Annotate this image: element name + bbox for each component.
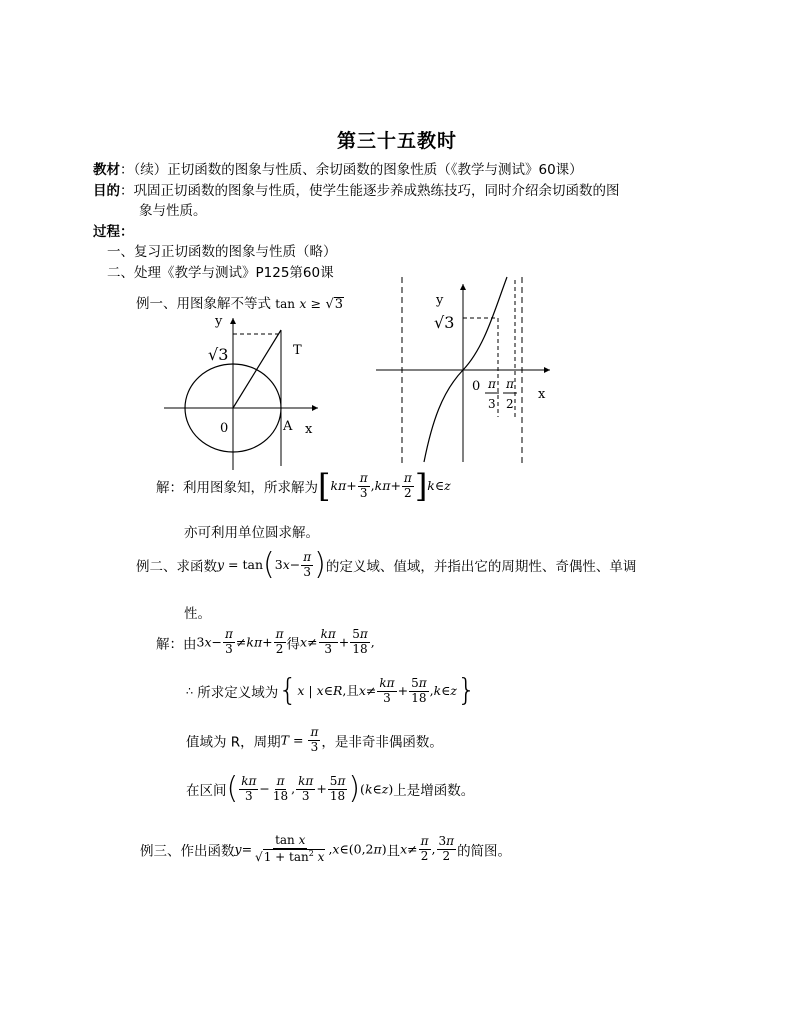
goal-text: 巩固正切函数的图象与性质，使学生能逐步养成熟练技巧，同时介绍余切函数的图 [133, 183, 620, 199]
example2-tail: 的定义域、值域，并指出它的周期性、奇偶性、单调 [325, 559, 637, 575]
example3-tail: 的简图。 [457, 843, 512, 860]
tan-sqrt3-label: √3 [434, 313, 455, 332]
tan-pi2-den: 2 [506, 397, 514, 411]
goal-text-2: 象与性质。 [139, 203, 207, 219]
page-title: 第三十五教时 [336, 130, 457, 152]
example2-domain: ∴ 所求定义域为{x | x∈R,且x≠ $\frac{k\pi}{3}$ + $\frac{5\pi}{18}$ ,k∈z} [186, 673, 477, 708]
tan-pi3-num: π [488, 377, 496, 391]
circle-A-label: A [283, 419, 293, 434]
step-2: 二、处理《教学与测试》P125第60课 [107, 265, 334, 281]
example2-sol-lead: 解：由 [156, 636, 197, 653]
example2-solution: 解：由3x− $\frac{\pi}{3}$ ≠kπ+ $\frac{\pi}{2}$ 得x≠ $\frac{k\pi}{3}$ + $\frac{5\pi}{18}$ , [156, 627, 375, 656]
example2-range-text: 值域为 R，周期 [186, 734, 281, 751]
material-line [93, 158, 583, 178]
goal-label: 目的 [93, 183, 120, 199]
tan-origin-label: 0 [472, 379, 481, 394]
material-label: 教材 [93, 162, 120, 178]
example2-incr-lead: 在区间 [186, 783, 227, 799]
circle-y-label: y [215, 314, 223, 329]
terminal-ray [233, 330, 281, 408]
process-label: 过程 [93, 224, 120, 240]
material-colon: ： [120, 162, 134, 178]
example1-solution: 解：利用图象知，所求解为[kπ+ $\frac{\pi}{3}$ ,kπ+ $\frac{\pi}{2}$ ]k∈z [156, 467, 451, 505]
tan-pi2-num: π [506, 377, 514, 391]
example2-increasing: 在区间( $\frac{k\pi}{3}$ − $\frac{\pi}{18}$ , $\frac{k\pi}{3}$ + $\frac{5\pi}{18}$ )(k∈z)上是增函数。 [186, 771, 475, 806]
example3-cond: 且 [386, 843, 401, 860]
circle-origin-label: 0 [220, 421, 229, 436]
step-1: 一、复习正切函数的图象与性质（略） [107, 244, 337, 260]
goal-line [93, 179, 620, 199]
circle-sqrt3-label: √3 [208, 345, 229, 364]
example2-domain-lead: 所求定义域为 [197, 685, 279, 701]
example2-incr-tail: 上是增函数。 [393, 783, 475, 799]
example3-lead: 例三、作出函数 [140, 843, 235, 860]
tan-y-label: y [436, 293, 444, 308]
example2-lead: 例二、求函数y = tan(3x− $\frac{\pi}{3}$ )的定义域、值域，并指出它的周期性、奇偶性、单调 [136, 547, 637, 582]
example1-solution-lead: 解：利用图象知，所求解为 [156, 480, 318, 496]
example1-lead-text: 例一、用图象解不等式 [136, 296, 271, 312]
example2-tail2: 性。 [184, 606, 211, 622]
unit-circle-figure [160, 308, 330, 473]
example2-sol-de: 得 [286, 636, 301, 653]
example1-lead: 例一、用图象解不等式 tan x ≥ √3 [136, 296, 344, 312]
example2-parity: ，是非奇非偶函数。 [321, 734, 443, 751]
example2-range: 值域为 R，周期T = $\frac{\pi}{3}$ ，是非奇非偶函数。 [186, 725, 443, 754]
tan-pi3-den: 3 [488, 397, 496, 411]
circle-x-label: x [305, 422, 313, 437]
example1-note: 亦可利用单位圆求解。 [184, 525, 319, 541]
therefore-symbol: ∴ [186, 684, 193, 698]
tangent-graph-figure [372, 272, 562, 467]
example3-line: 例三、作出函数y= $\frac{\text{tan x}}{√1 + \tan^2 x}$ ,x∈(0,2π)且x≠ $\frac{\pi}{2}$ , $\frac{3\pi}{2}$ 的简图。 [140, 833, 512, 864]
example2-lead-text: 例二、求函数 [136, 559, 217, 575]
material-text: （续）正切函数的图象与性质、余切函数的图象性质（《教学与测试》60课） [133, 162, 583, 178]
process-heading [93, 220, 134, 240]
goal-colon: ： [120, 183, 134, 199]
process-colon: ： [120, 224, 134, 240]
tan-x-label: x [538, 387, 546, 402]
circle-T-label: T [293, 343, 302, 358]
